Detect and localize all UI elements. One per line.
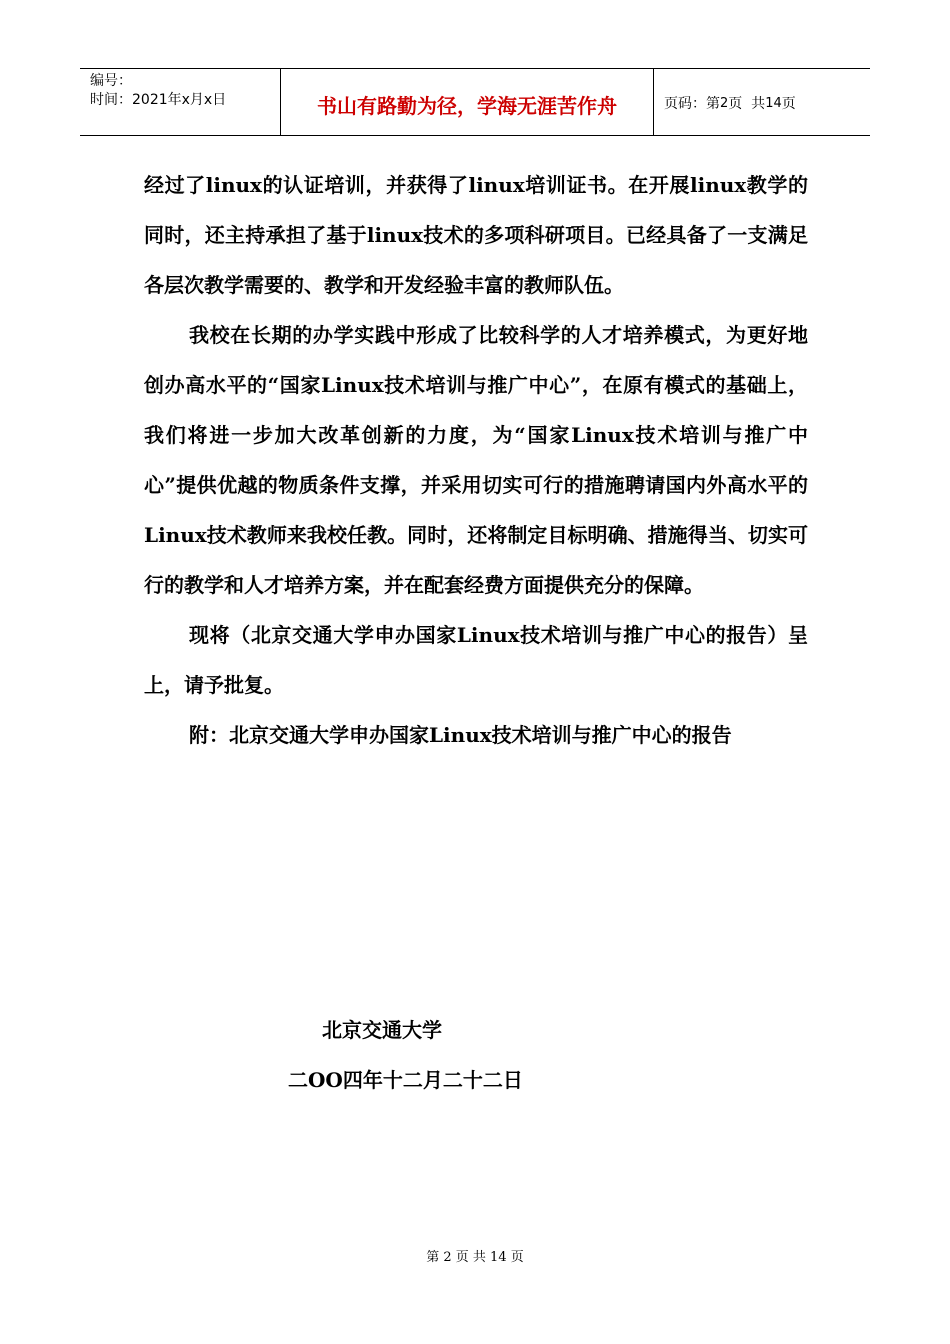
header-meta [80,69,281,135]
attachment-note: 附：北京交通大学申办国家Linux技术培训与推广中心的报告 [189,723,732,747]
page-footer: 第 2 页 共 14 页 [426,1250,524,1265]
page-total: 14 [765,95,782,111]
document-body [144,160,808,760]
page-mid: 页 共 [728,96,766,112]
header-motto: 书山有路勤为径，学海无涯苦作舟 [281,69,654,135]
page-label: 页码：第 [664,96,720,112]
page-current: 2 [720,95,729,111]
document-number-label: 编号： [90,73,132,89]
paragraph: 我校在长期的办学实践中形成了比较科学的人才培养模式，为更好地创办高水平的“国家Linux技术培训与推广中心”，在原有模式的基础上，我们将进一步加大改革创新的力度，为“国家Linux技术培训与推广中心”提供优越的物质条件支撑，并采用切实可行的措施聘请国内外高水平的Linux技术教师来我校任教。同时，还将制定目标明确、措施得当、切实可行的教学和人才培养方案，并在配套经费方面提供充分的保障。 [144,323,808,597]
signature-organization: 北京交通大学 [322,1018,442,1042]
document-time: 时间：2021年x月x日 [90,92,227,108]
header-page-info [654,69,870,135]
signature-date: 二OO四年十二月二十二日 [288,1068,523,1092]
page-header [80,68,870,136]
page-suffix: 页 [781,96,796,112]
paragraph: 现将（北京交通大学申办国家Linux技术培训与推广中心的报告）呈上，请予批复。 [144,623,808,697]
paragraph: 经过了linux的认证培训，并获得了linux培训证书。在开展linux教学的同时，还主持承担了基于linux技术的多项科研项目。已经具备了一支满足各层次教学需要的、教学和开发经验丰富的教师队伍。 [144,173,808,297]
